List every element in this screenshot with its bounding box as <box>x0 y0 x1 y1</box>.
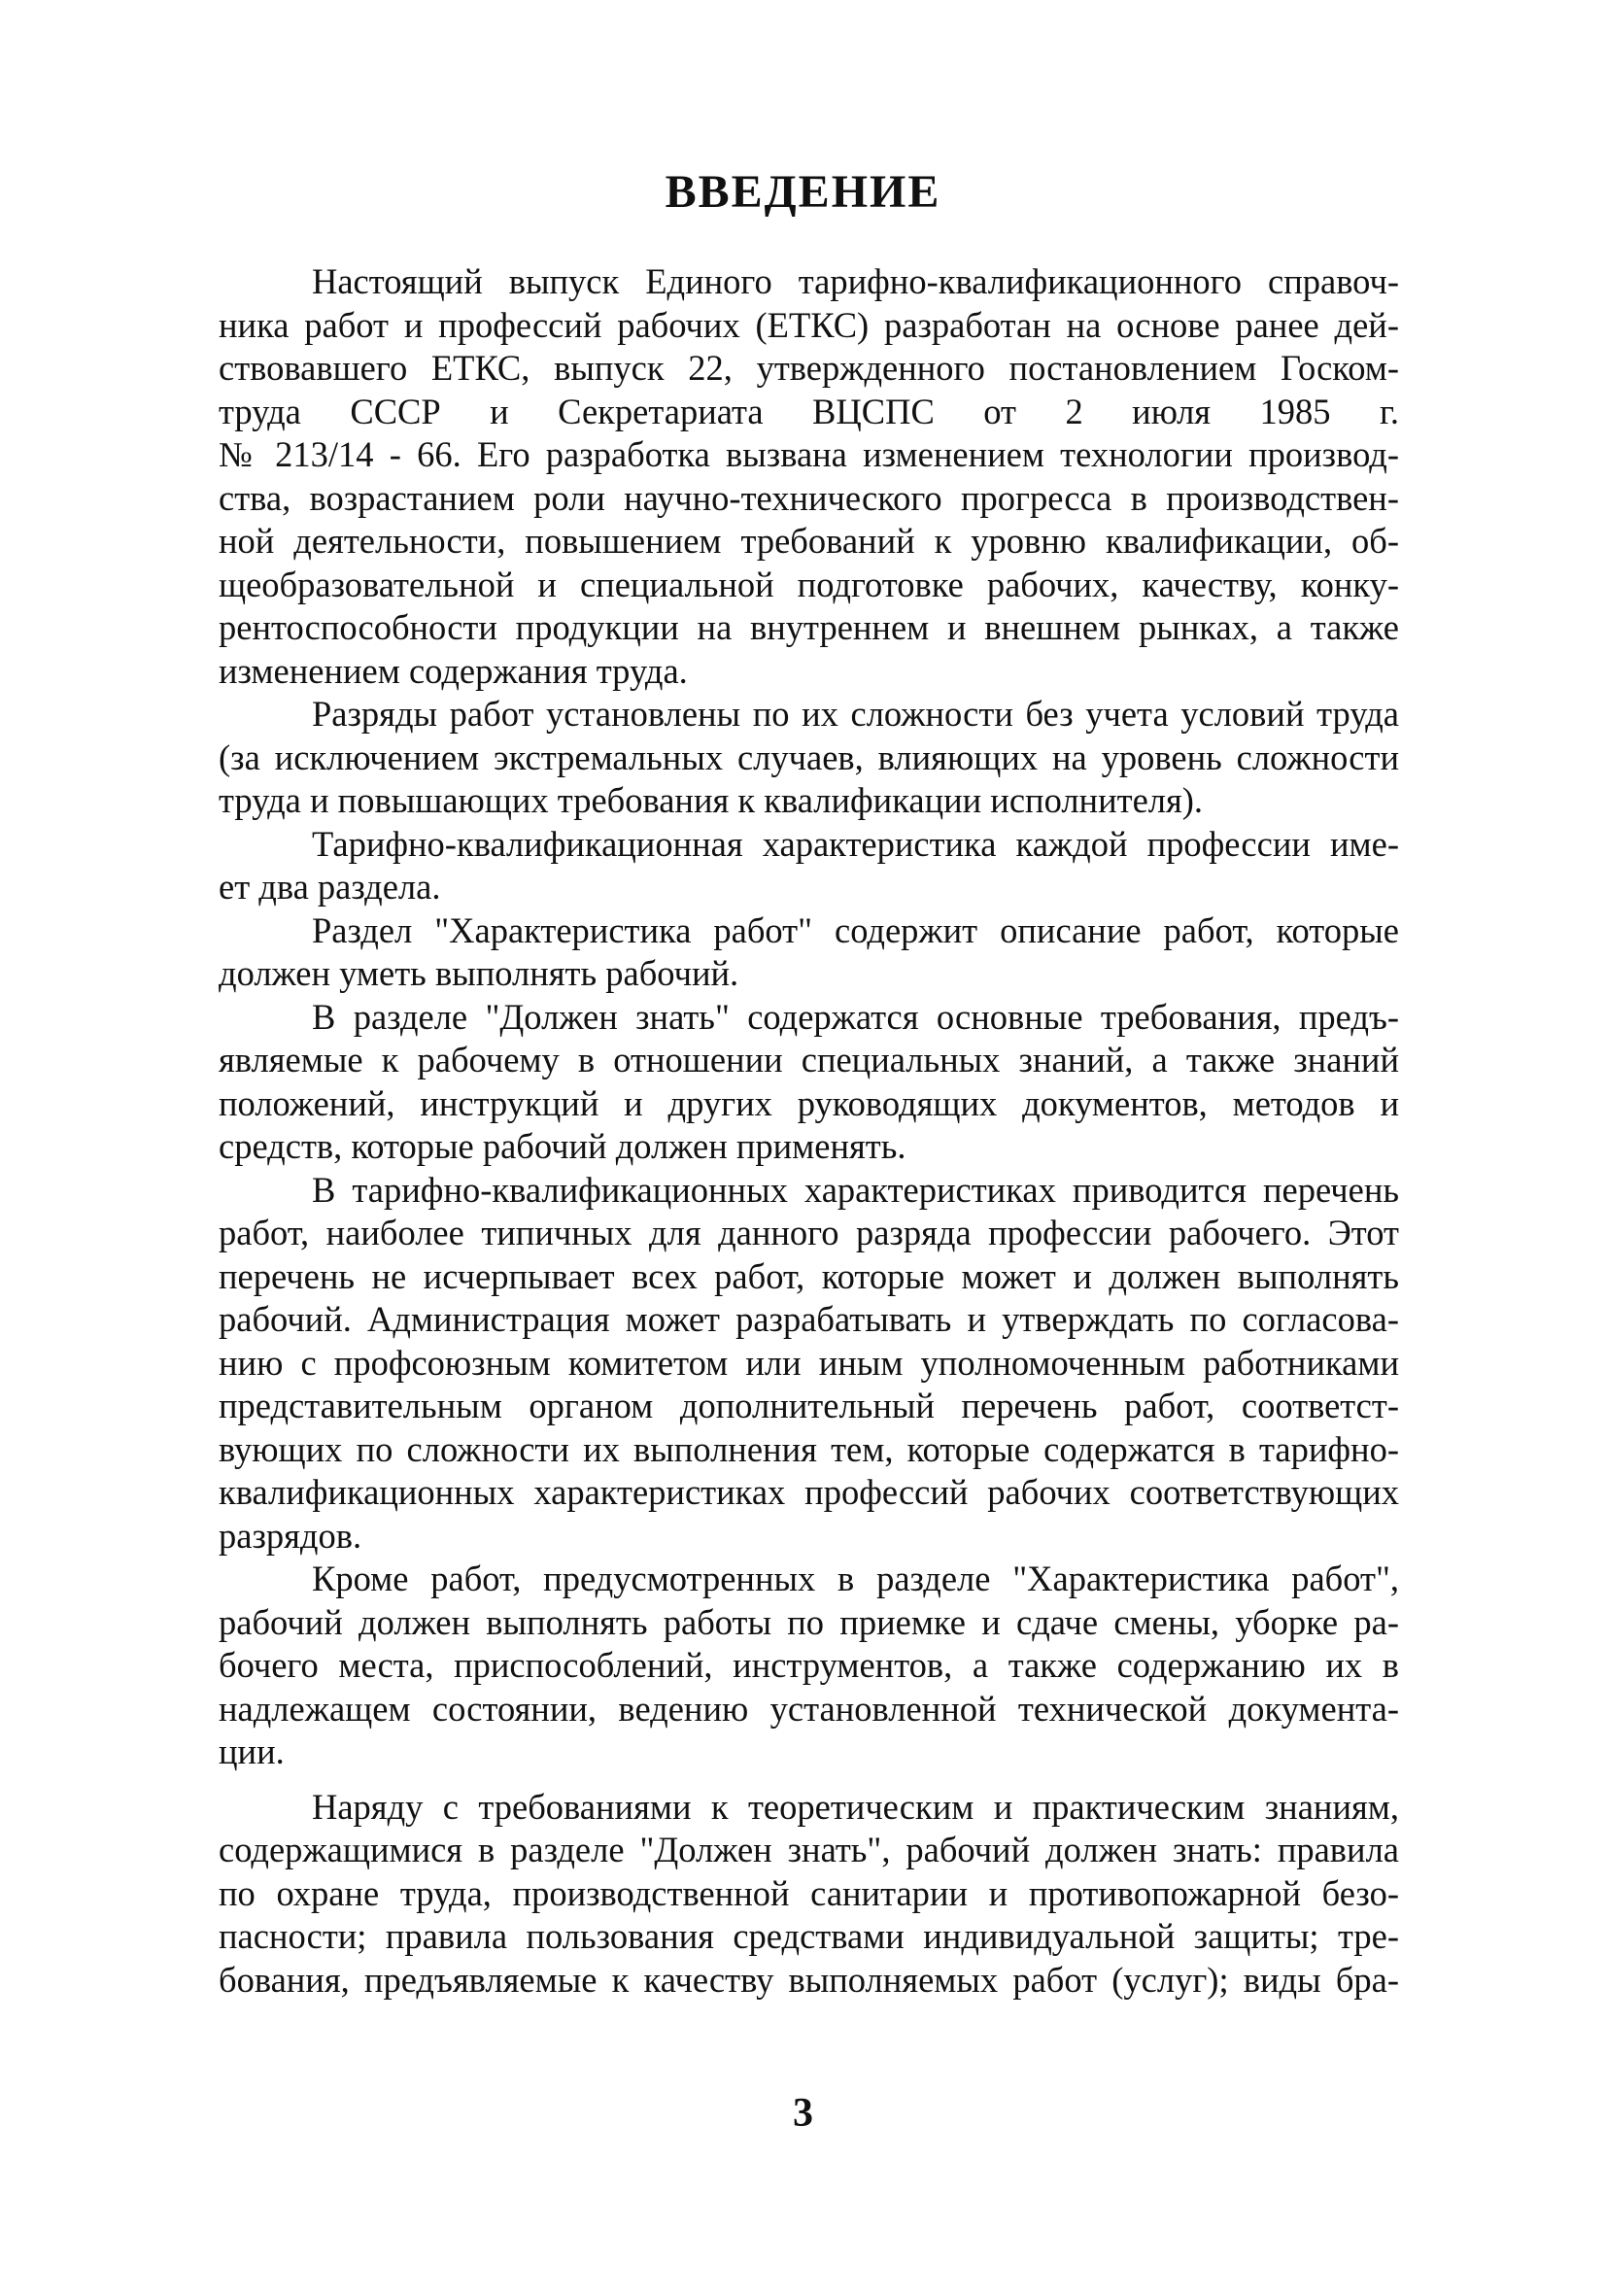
text-line: по охране труда, производственной санитарии и противопожарной безо- <box>219 1872 1399 1913</box>
text-line: перечень не исчерпывает всех работ, которые может и должен выполнять <box>219 1255 1399 1296</box>
text-line: ствовавшего ЕТКС, выпуск 22, утвержденного постановлением Госком- <box>219 348 1399 388</box>
text-line: ника работ и профессий рабочих (ЕТКС) разработан на основе ранее дей- <box>219 304 1399 345</box>
text-line: работ, наиболее типичных для данного разряда профессии рабочего. Этот <box>219 1213 1399 1252</box>
text-line: труда и повышающих требования к квалификации исполнителя). <box>219 780 1204 820</box>
text-line: вующих по сложности их выполнения тем, которые содержатся в тарифно- <box>219 1428 1399 1469</box>
text-line: рентоспособности продукции на внутреннем и внешнем рынках, а также <box>219 607 1399 647</box>
paragraph-2 <box>219 693 1399 823</box>
text-line: бочего места, приспособлений, инструментов, а также содержанию их в <box>219 1645 1399 1685</box>
text-line: средств, которые рабочий должен применять. <box>219 1126 906 1166</box>
text-line: рабочий должен выполнять работы по приемке и сдаче смены, уборке ра- <box>219 1601 1399 1642</box>
text-line: ет два раздела. <box>219 867 441 907</box>
text-line: бования, предъявляемые к качеству выполняемых работ (услуг); виды бра- <box>219 1959 1399 2000</box>
paragraph-5 <box>219 996 1399 1169</box>
text-line: В разделе "Должен знать" содержатся основные требования, предъ- <box>312 996 1399 1037</box>
paragraph-7 <box>219 1558 1399 1774</box>
text-line: нию с профсоюзным комитетом или иным уполномоченным работниками <box>219 1342 1399 1383</box>
paragraph-3 <box>219 823 1399 909</box>
text-line: рабочий. Администрация может разрабатывать и утверждать по согласова- <box>219 1299 1399 1339</box>
paragraph-8 <box>219 1786 1399 2003</box>
text-line: квалификационных характеристиках профессий рабочих соответствующих <box>219 1472 1399 1512</box>
text-line: являемые к рабочему в отношении специальных знаний, а также знаний <box>219 1040 1399 1079</box>
text-line: Наряду с требованиями к теоретическим и практическим знаниям, <box>312 1786 1399 1827</box>
page-number: 3 <box>793 2091 813 2136</box>
text-line: (за исключением экстремальных случаев, влияющих на уровень сложности <box>219 737 1399 777</box>
paragraph-6 <box>219 1169 1399 1559</box>
text-line: Разряды работ установлены по их сложности без учета условий труда <box>312 694 1399 734</box>
paragraph-1 <box>219 260 1399 693</box>
document-body <box>219 260 1399 2002</box>
text-line: ной деятельности, повышением требований к уровню квалификации, об- <box>219 521 1399 561</box>
text-line: должен уметь выполнять рабочий. <box>219 953 739 993</box>
text-line: надлежащем состоянии, ведению установленной технической документа- <box>219 1688 1399 1729</box>
text-line: положений, инструкций и других руководящих документов, методов и <box>219 1082 1399 1123</box>
page-title: ВВЕДЕНИЕ <box>665 166 941 218</box>
text-line: Тарифно-квалификационная характеристика каждой профессии име- <box>312 823 1399 864</box>
text-line: ства, возрастанием роли научно-технического прогресса в производствен- <box>219 477 1399 518</box>
text-line: щеобразовательной и специальной подготовке рабочих, качеству, конку- <box>219 564 1399 604</box>
text-line: ции. <box>219 1731 285 1771</box>
paragraph-4 <box>219 909 1399 996</box>
text-line: изменением содержания труда. <box>219 650 688 691</box>
text-line: представительным органом дополнительный перечень работ, соответст- <box>219 1386 1399 1425</box>
text-line: В тарифно-квалификационных характеристиках приводится перечень <box>312 1169 1399 1210</box>
text-line: пасности; правила пользования средствами индивидуальной защиты; тре- <box>219 1916 1399 1956</box>
text-line: труда СССР и Секретариата ВЦСПС от 2 июля 1985 г. <box>219 391 1399 431</box>
text-line: Раздел "Характеристика работ" содержит описание работ, которые <box>312 909 1399 950</box>
paragraph-spacer <box>219 1774 1399 1786</box>
text-line: содержащимися в разделе "Должен знать", рабочий должен знать: правила <box>219 1830 1399 1869</box>
text-line: Кроме работ, предусмотренных в разделе "Характеристика работ", <box>312 1559 1399 1598</box>
text-line: № 213/14 - 66. Его разработка вызвана изменением технологии производ- <box>219 434 1399 474</box>
text-line: Настоящий выпуск Единого тарифно-квалификационного справоч- <box>312 261 1399 301</box>
text-line: разрядов. <box>219 1515 362 1556</box>
